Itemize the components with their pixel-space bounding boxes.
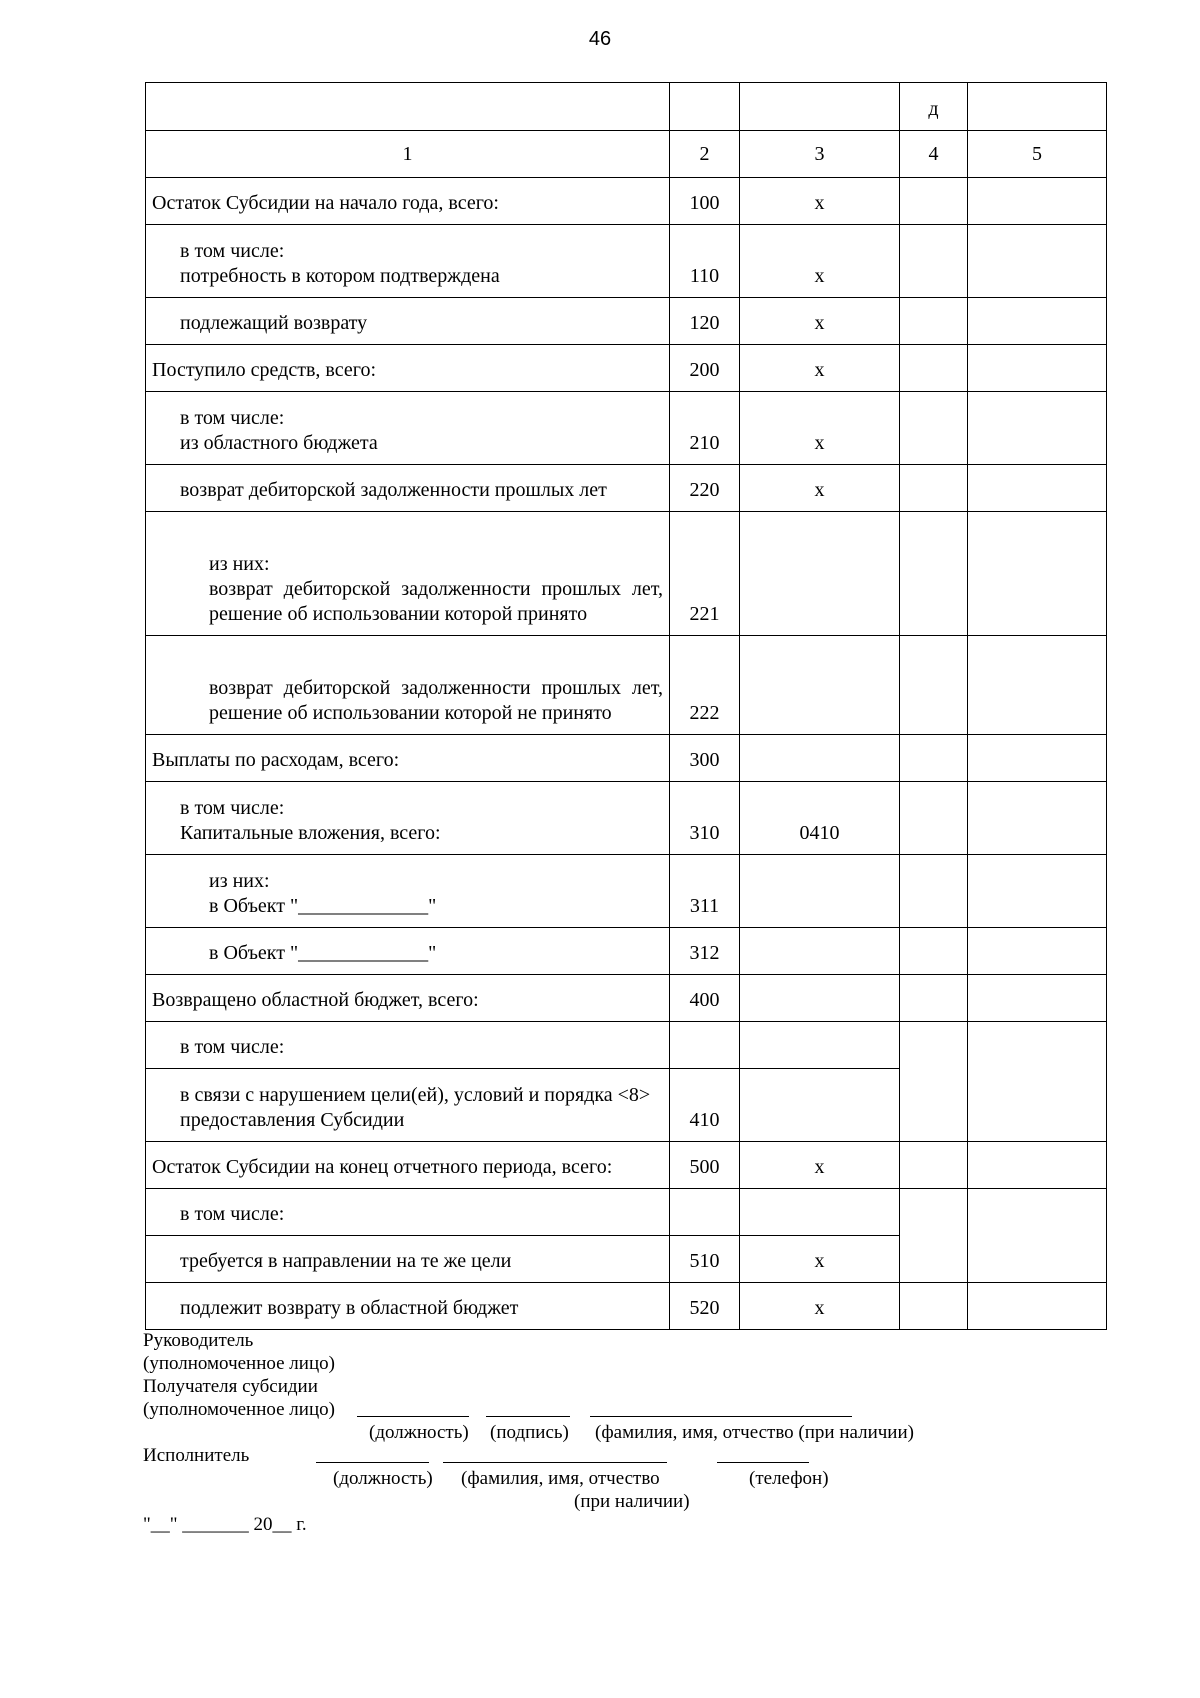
row-code: 310 [689,822,720,844]
row-value: x [814,1250,825,1272]
table-row [146,1283,1107,1330]
row-name: Возвращено областной бюджет, всего: [152,989,479,1011]
date-line [143,1513,1143,1536]
row-value: x [814,359,825,381]
table-row [146,1142,1107,1189]
row-value: 0410 [799,822,840,844]
row-name: в связи с нарушением цели(ей), условий и порядка <8> предоставления Субсидии [180,1084,651,1131]
row-code: 210 [689,432,720,454]
signature-label: (уполномоченное лицо) [143,1353,335,1374]
row-name: Остаток Субсидии на конец отчетного периода, всего: [152,1156,613,1178]
header-cell-col4: д [900,83,968,131]
executor-position-line [316,1444,429,1463]
col-number: 4 [900,131,968,178]
row-name: из областного бюджета [180,432,378,454]
row-value: x [814,1156,825,1178]
row-code: 110 [689,265,720,287]
position-line [357,1398,469,1417]
row-name: возврат дебиторской задолженности прошлых лет, решение об использовании которой принято [209,578,663,625]
row-name: в Объект "_____________" [209,942,437,964]
exec-caption-phone: (телефон) [749,1468,829,1489]
exec-caption-position: (должность) [333,1468,433,1489]
signature-block [143,1329,1143,1536]
table-row [146,636,1107,735]
row-value: x [814,1297,825,1319]
table-row [146,782,1107,855]
col-number: 2 [670,131,740,178]
row-intro: из них: [209,870,270,892]
merged-cell [900,1022,968,1142]
merged-cell [900,1189,968,1283]
row-code: 410 [689,1109,720,1131]
row-name: в том числе: [180,1036,285,1058]
header-cell [968,83,1107,131]
report-table [145,82,1107,1330]
table-row [146,465,1107,512]
executor-phone-line [717,1444,809,1463]
caption-position: (должность) [369,1422,469,1443]
row-code: 221 [689,603,720,625]
row-name: возврат дебиторской задолженности прошлых лет, решение об использовании которой не принято [209,677,663,724]
exec-caption-fullname-2: (при наличии) [574,1491,690,1512]
page-number: 46 [588,28,612,50]
row-code: 300 [689,749,720,771]
row-intro: в том числе: [180,797,285,819]
row-name: Остаток Субсидии на начало года, всего: [152,192,499,214]
row-code: 311 [689,895,720,917]
caption-fullname: (фамилия, имя, отчество (при наличии) [595,1422,914,1443]
merged-cell [968,1022,1107,1142]
row-code: 200 [689,359,720,381]
row-code: 510 [689,1250,720,1272]
column-number-row [146,131,1107,178]
row-code: 220 [689,479,720,501]
table-row [146,1022,1107,1069]
table-row [146,975,1107,1022]
row-code: 312 [689,942,720,964]
signature-captions [143,1421,1143,1444]
table-row [146,855,1107,928]
table-row [146,512,1107,636]
col-number: 5 [968,131,1107,178]
row-name: в Объект "_____________" [209,895,437,917]
row-name: Капитальные вложения, всего: [180,822,441,844]
table-row [146,735,1107,782]
row-code: 520 [689,1297,720,1319]
row-intro: из них: [209,553,270,575]
executor-captions [143,1467,1143,1490]
table-row [146,392,1107,465]
row-value: x [814,432,825,454]
row-name: требуется в направлении на те же цели [180,1250,512,1272]
row-name: возврат дебиторской задолженности прошлых лет [180,479,607,501]
row-code: 120 [689,312,720,334]
row-name: Выплаты по расходам, всего: [152,749,400,771]
table-row [146,225,1107,298]
executor-line [143,1444,1143,1467]
row-value: x [814,192,825,214]
row-name: потребность в котором подтверждена [180,265,500,287]
row-value: x [814,312,825,334]
row-value: x [814,265,825,287]
table-row [146,298,1107,345]
executor-label: Исполнитель [143,1445,250,1466]
row-name: Поступило средств, всего: [152,359,376,381]
header-cell [146,83,670,131]
signature-line [486,1398,570,1417]
table-row [146,345,1107,392]
header-cell [740,83,900,131]
table-row [146,1189,1107,1236]
row-code: 222 [689,702,720,724]
date-field: "__" _______ 20__ г. [143,1514,307,1535]
row-intro: в том числе: [180,407,285,429]
fullname-line [590,1398,852,1417]
row-name: в том числе: [180,1203,285,1225]
table-row [146,178,1107,225]
signature-label: Руководитель [143,1330,254,1351]
row-name: подлежит возврату в областной бюджет [180,1297,519,1319]
exec-caption-fullname: (фамилия, имя, отчество [461,1468,660,1489]
col-number: 3 [740,131,900,178]
table-row [146,928,1107,975]
row-code: 500 [689,1156,720,1178]
merged-cell [968,1189,1107,1283]
table-header-row [146,83,1107,131]
executor-captions-2 [143,1490,1143,1513]
header-cell [670,83,740,131]
caption-signature: (подпись) [490,1422,569,1443]
row-name: подлежащий возврату [180,312,368,334]
signature-label: (уполномоченное лицо) [143,1398,1143,1421]
signature-label: Получателя субсидии [143,1376,318,1397]
executor-fullname-line [443,1444,667,1463]
row-code: 400 [689,989,720,1011]
row-code: 100 [689,192,720,214]
row-intro: в том числе: [180,240,285,262]
col-number: 1 [146,131,670,178]
row-value: x [814,479,825,501]
